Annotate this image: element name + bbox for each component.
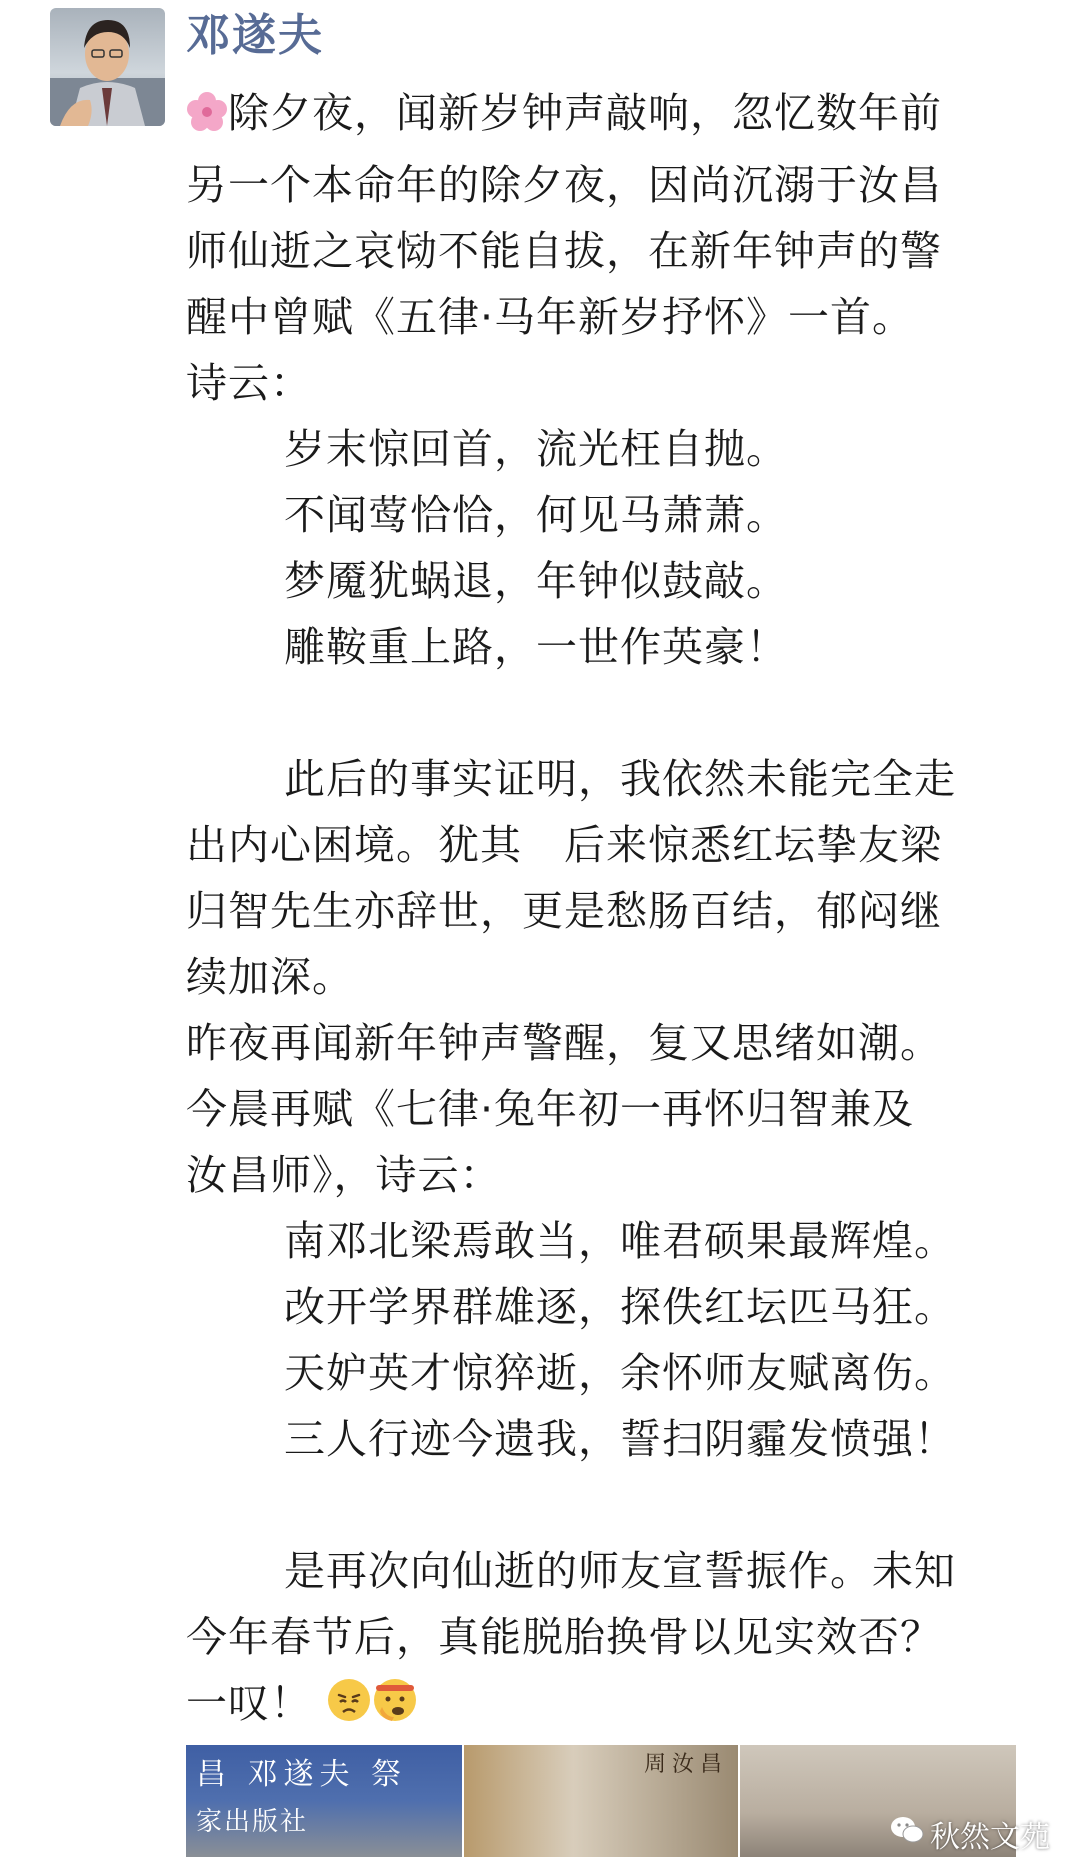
intro-line: 除夕夜，闻新岁钟声敲响，忽忆数年前 — [186, 80, 1046, 152]
photo-thumbnail[interactable]: 周汝昌 — [464, 1745, 738, 1857]
wechat-watermark — [890, 1812, 1050, 1856]
paragraph-line: 归智先生亦辞世，更是愁肠百结，郁闷继 — [186, 887, 942, 935]
author-avatar[interactable] — [50, 8, 165, 126]
poem-line: 梦魇犹蜗退，年钟似鼓敲。 — [284, 557, 788, 605]
poem-line: 岁末惊回首，流光枉自抛。 — [284, 425, 788, 473]
pouting-face-emoji-icon — [326, 1676, 372, 1742]
paragraph-line: 出内心困境。犹其 后来惊悉红坛挚友梁 — [186, 821, 942, 869]
paragraph-gap — [186, 1472, 1046, 1538]
paragraph-line: 此后的事实证明，我依然未能完全走 — [284, 755, 956, 803]
intro-line: 另一个本命年的除夕夜，因尚沉溺于汝昌 — [186, 161, 942, 209]
thinking-face-emoji-icon — [372, 1676, 418, 1742]
photo-thumbnail[interactable]: 昌 邓遂夫 祭 家出版社 — [186, 1745, 462, 1857]
blossom-emoji-icon — [186, 86, 228, 152]
poem-line: 天妒英才惊猝逝，余怀师友赋离伤。 — [284, 1349, 956, 1397]
watermark-text: 秋然文苑 — [930, 1820, 1050, 1855]
poem-line: 三人行迹今遗我，誓扫阴霾发愤强！ — [284, 1415, 956, 1463]
paragraph-line: 昨夜再闻新年钟声警醒，复又思绪如潮。 — [186, 1019, 942, 1067]
paragraph-line: 汝昌师》，诗云： — [186, 1151, 502, 1199]
author-name[interactable]: 邓遂夫 — [186, 10, 324, 61]
paragraph-line: 续加深。 — [186, 953, 354, 1001]
poem-line: 不闻莺恰恰，何见马萧萧。 — [284, 491, 788, 539]
paragraph-gap — [186, 680, 1046, 746]
intro-line: 师仙逝之哀恸不能自拔，在新年钟声的警 — [186, 227, 942, 275]
intro-line: 醒中曾赋《五律·马年新岁抒怀》一首。 — [186, 293, 915, 341]
paragraph-line: 今年春节后，真能脱胎换骨以见实效否？ — [186, 1613, 942, 1661]
post-content — [186, 80, 1046, 1742]
intro-line: 诗云： — [186, 359, 312, 407]
paragraph-line: 一叹！ — [186, 1670, 1046, 1742]
poem-line: 雕鞍重上路，一世作英豪！ — [284, 623, 788, 671]
paragraph-line: 今晨再赋《七律·兔年初一再怀归智兼及 — [186, 1085, 915, 1133]
paragraph-line: 是再次向仙逝的师友宣誓振作。未知 — [284, 1547, 956, 1595]
poem-line: 南邓北梁焉敢当，唯君硕果最辉煌。 — [284, 1217, 956, 1265]
wechat-icon — [890, 1815, 924, 1853]
poem-line: 改开学界群雄逐，探佚红坛匹马狂。 — [284, 1283, 956, 1331]
